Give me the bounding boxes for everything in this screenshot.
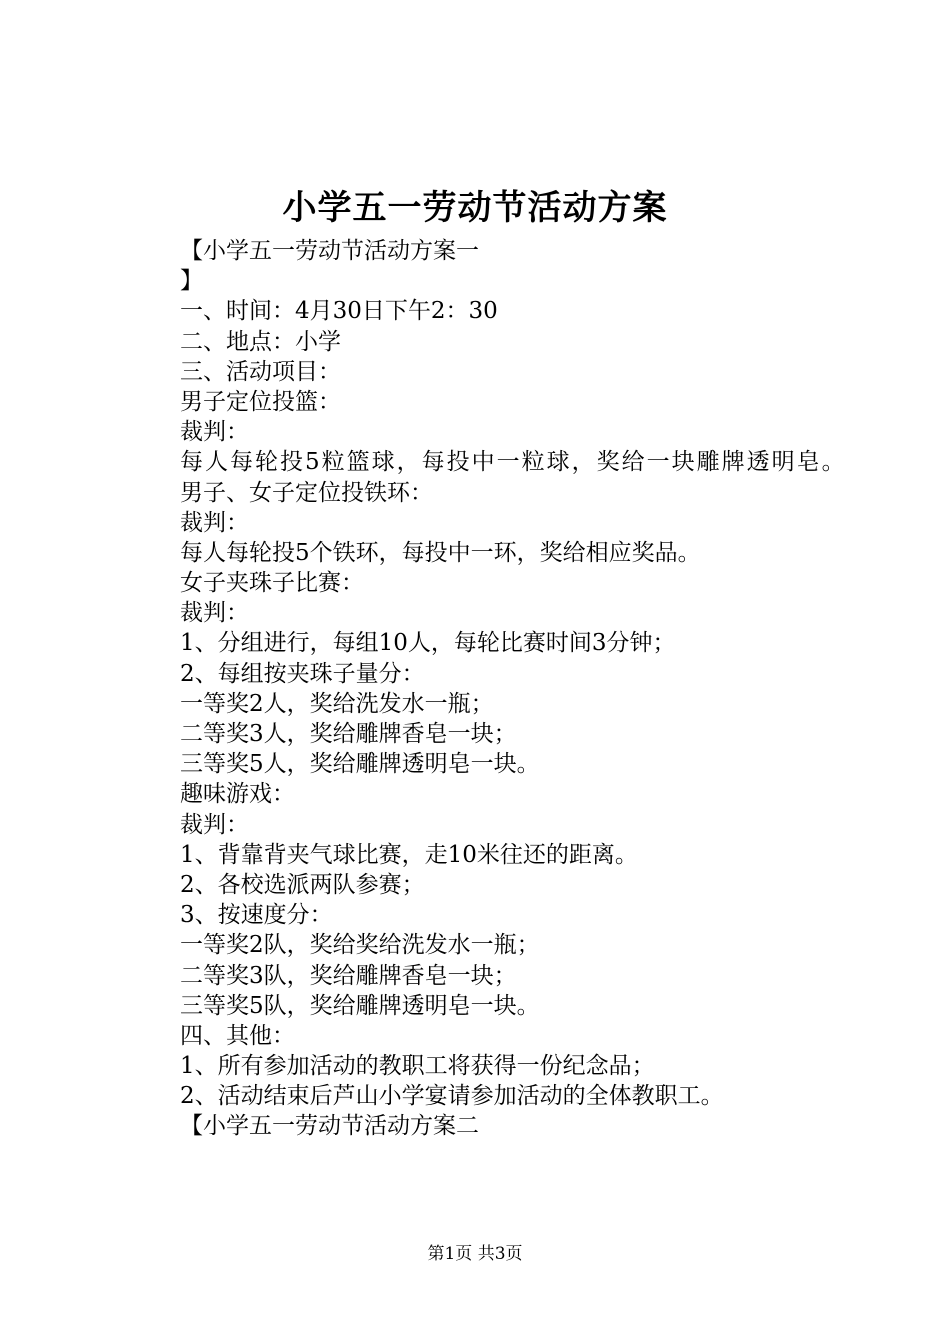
- text-line: 裁判：: [180, 509, 249, 536]
- text-line: 1、所有参加活动的教职工将获得一份纪念品；: [180, 1053, 655, 1080]
- text-line: 3、按速度分：: [180, 902, 333, 929]
- text-line: 男子定位投篮：: [180, 388, 341, 415]
- text-line: 一、时间：4月30日下午2：30: [180, 298, 498, 325]
- text-line: 二等奖3队，奖给雕牌香皂一块；: [180, 962, 517, 989]
- text-line: 裁判：: [180, 419, 249, 446]
- text-line: 一等奖2人，奖给洗发水一瓶；: [180, 690, 494, 717]
- text-line: 三等奖5人，奖给雕牌透明皂一块。: [180, 751, 540, 778]
- document-title: 小学五一劳动节活动方案: [282, 188, 668, 228]
- text-paragraph: 每人每轮投5粒篮球，每投中一粒球，奖给一块雕牌透明皂。: [180, 449, 847, 476]
- text-line: 趣味游戏：: [180, 781, 295, 808]
- text-line: 二、地点：小学: [180, 328, 341, 355]
- text-line: 每人每轮投5个铁环，每投中一环，奖给相应奖品。: [180, 539, 701, 566]
- text-line: 男子、女子定位投铁环：: [180, 479, 433, 506]
- document-body: [130, 236, 850, 1142]
- text-line: 1、背靠背夹气球比赛，走10米往还的距离。: [180, 841, 638, 868]
- text-line: 二等奖3人，奖给雕牌香皂一块；: [180, 721, 517, 748]
- text-line: 女子夹珠子比赛：: [180, 570, 364, 597]
- text-line: 】: [180, 268, 203, 295]
- page-footer: 第1页 共3页: [427, 1244, 523, 1264]
- text-line: 一等奖2队，奖给奖给洗发水一瓶；: [180, 932, 540, 959]
- text-line: 裁判：: [180, 811, 249, 838]
- text-line: 1、分组进行，每组10人，每轮比赛时间3分钟；: [180, 630, 676, 657]
- text-line: 【小学五一劳动节活动方案二: [180, 1113, 479, 1140]
- text-line: 裁判：: [180, 600, 249, 627]
- text-line: 2、活动结束后芦山小学宴请参加活动的全体教职工。: [180, 1083, 724, 1110]
- text-line: 【小学五一劳动节活动方案一: [180, 238, 479, 264]
- text-line: 2、每组按夹珠子量分：: [180, 660, 425, 687]
- text-line: 三、活动项目：: [180, 358, 341, 385]
- text-line: 2、各校选派两队参赛；: [180, 871, 425, 898]
- text-line: 三等奖5队，奖给雕牌透明皂一块。: [180, 992, 540, 1019]
- text-line: 四、其他：: [180, 1022, 295, 1049]
